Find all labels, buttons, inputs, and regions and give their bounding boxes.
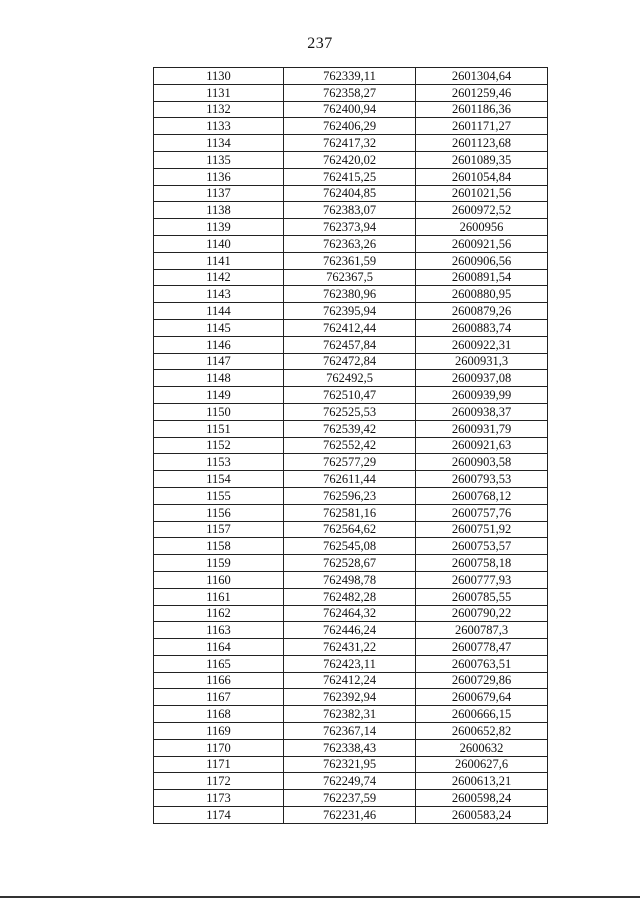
table-row	[154, 353, 548, 370]
table-row	[154, 202, 548, 219]
table-row	[154, 790, 548, 807]
point-number-cell: 1168	[154, 706, 284, 723]
table-row	[154, 68, 548, 85]
y-coordinate-cell: 2601123,68	[416, 135, 548, 152]
y-coordinate-cell: 2601054,84	[416, 168, 548, 185]
point-number-cell: 1151	[154, 420, 284, 437]
point-number-cell: 1162	[154, 605, 284, 622]
y-coordinate-cell: 2600652,82	[416, 723, 548, 740]
page-number: 237	[307, 35, 333, 52]
y-coordinate-cell: 2600939,99	[416, 387, 548, 404]
table-row	[154, 538, 548, 555]
y-coordinate-cell: 2601089,35	[416, 151, 548, 168]
y-coordinate-cell: 2600751,92	[416, 521, 548, 538]
x-coordinate-cell: 762392,94	[284, 689, 416, 706]
point-number-cell: 1149	[154, 387, 284, 404]
y-coordinate-cell: 2601171,27	[416, 118, 548, 135]
x-coordinate-cell: 762498,78	[284, 571, 416, 588]
table-row	[154, 605, 548, 622]
x-coordinate-cell: 762528,67	[284, 555, 416, 572]
point-number-cell: 1133	[154, 118, 284, 135]
x-coordinate-cell: 762383,07	[284, 202, 416, 219]
x-coordinate-cell: 762404,85	[284, 185, 416, 202]
y-coordinate-cell: 2600921,56	[416, 235, 548, 252]
point-number-cell: 1140	[154, 235, 284, 252]
x-coordinate-cell: 762510,47	[284, 387, 416, 404]
point-number-cell: 1138	[154, 202, 284, 219]
point-number-cell: 1141	[154, 252, 284, 269]
coordinates-table-body	[154, 68, 548, 824]
coordinates-table	[153, 67, 548, 824]
table-row	[154, 84, 548, 101]
table-row	[154, 135, 548, 152]
x-coordinate-cell: 762406,29	[284, 118, 416, 135]
y-coordinate-cell: 2600906,56	[416, 252, 548, 269]
table-row	[154, 571, 548, 588]
page-bottom-edge	[0, 896, 640, 898]
x-coordinate-cell: 762361,59	[284, 252, 416, 269]
point-number-cell: 1154	[154, 471, 284, 488]
y-coordinate-cell: 2600679,64	[416, 689, 548, 706]
y-coordinate-cell: 2600758,18	[416, 555, 548, 572]
x-coordinate-cell: 762363,26	[284, 235, 416, 252]
point-number-cell: 1172	[154, 773, 284, 790]
x-coordinate-cell: 762457,84	[284, 336, 416, 353]
point-number-cell: 1145	[154, 319, 284, 336]
y-coordinate-cell: 2600787,3	[416, 622, 548, 639]
point-number-cell: 1130	[154, 68, 284, 85]
y-coordinate-cell: 2600666,15	[416, 706, 548, 723]
point-number-cell: 1132	[154, 101, 284, 118]
y-coordinate-cell: 2600729,86	[416, 672, 548, 689]
point-number-cell: 1153	[154, 454, 284, 471]
table-row	[154, 639, 548, 656]
x-coordinate-cell: 762581,16	[284, 504, 416, 521]
table-row	[154, 269, 548, 286]
x-coordinate-cell: 762367,5	[284, 269, 416, 286]
x-coordinate-cell: 762464,32	[284, 605, 416, 622]
table-row	[154, 471, 548, 488]
table-row	[154, 118, 548, 135]
point-number-cell: 1159	[154, 555, 284, 572]
point-number-cell: 1169	[154, 723, 284, 740]
y-coordinate-cell: 2600598,24	[416, 790, 548, 807]
x-coordinate-cell: 762472,84	[284, 353, 416, 370]
point-number-cell: 1144	[154, 303, 284, 320]
y-coordinate-cell: 2601304,64	[416, 68, 548, 85]
y-coordinate-cell: 2600753,57	[416, 538, 548, 555]
table-row	[154, 252, 548, 269]
point-number-cell: 1164	[154, 639, 284, 656]
table-row	[154, 387, 548, 404]
table-row	[154, 185, 548, 202]
x-coordinate-cell: 762358,27	[284, 84, 416, 101]
y-coordinate-cell: 2600879,26	[416, 303, 548, 320]
x-coordinate-cell: 762382,31	[284, 706, 416, 723]
point-number-cell: 1135	[154, 151, 284, 168]
point-number-cell: 1134	[154, 135, 284, 152]
table-row	[154, 739, 548, 756]
table-row	[154, 420, 548, 437]
table-row	[154, 286, 548, 303]
table-row	[154, 168, 548, 185]
y-coordinate-cell: 2600778,47	[416, 639, 548, 656]
point-number-cell: 1167	[154, 689, 284, 706]
point-number-cell: 1158	[154, 538, 284, 555]
table-row	[154, 672, 548, 689]
y-coordinate-cell: 2600931,79	[416, 420, 548, 437]
table-row	[154, 723, 548, 740]
x-coordinate-cell: 762339,11	[284, 68, 416, 85]
table-row	[154, 370, 548, 387]
table-row	[154, 219, 548, 236]
table-row	[154, 101, 548, 118]
table-row	[154, 437, 548, 454]
y-coordinate-cell: 2600972,52	[416, 202, 548, 219]
x-coordinate-cell: 762492,5	[284, 370, 416, 387]
y-coordinate-cell: 2600903,58	[416, 454, 548, 471]
y-coordinate-cell: 2600785,55	[416, 588, 548, 605]
table-row	[154, 403, 548, 420]
point-number-cell: 1137	[154, 185, 284, 202]
y-coordinate-cell: 2600938,37	[416, 403, 548, 420]
table-row	[154, 454, 548, 471]
x-coordinate-cell: 762231,46	[284, 807, 416, 824]
x-coordinate-cell: 762237,59	[284, 790, 416, 807]
y-coordinate-cell: 2600763,51	[416, 655, 548, 672]
x-coordinate-cell: 762577,29	[284, 454, 416, 471]
x-coordinate-cell: 762446,24	[284, 622, 416, 639]
table-row	[154, 689, 548, 706]
y-coordinate-cell: 2600627,6	[416, 756, 548, 773]
y-coordinate-cell: 2600632	[416, 739, 548, 756]
y-coordinate-cell: 2600883,74	[416, 319, 548, 336]
table-row	[154, 487, 548, 504]
x-coordinate-cell: 762367,14	[284, 723, 416, 740]
table-row	[154, 336, 548, 353]
point-number-cell: 1146	[154, 336, 284, 353]
y-coordinate-cell: 2600922,31	[416, 336, 548, 353]
x-coordinate-cell: 762400,94	[284, 101, 416, 118]
x-coordinate-cell: 762373,94	[284, 219, 416, 236]
point-number-cell: 1163	[154, 622, 284, 639]
y-coordinate-cell: 2600777,93	[416, 571, 548, 588]
x-coordinate-cell: 762552,42	[284, 437, 416, 454]
point-number-cell: 1143	[154, 286, 284, 303]
point-number-cell: 1148	[154, 370, 284, 387]
point-number-cell: 1150	[154, 403, 284, 420]
point-number-cell: 1152	[154, 437, 284, 454]
x-coordinate-cell: 762525,53	[284, 403, 416, 420]
x-coordinate-cell: 762596,23	[284, 487, 416, 504]
point-number-cell: 1171	[154, 756, 284, 773]
y-coordinate-cell: 2600757,76	[416, 504, 548, 521]
x-coordinate-cell: 762545,08	[284, 538, 416, 555]
y-coordinate-cell: 2600613,21	[416, 773, 548, 790]
x-coordinate-cell: 762417,32	[284, 135, 416, 152]
x-coordinate-cell: 762420,02	[284, 151, 416, 168]
point-number-cell: 1174	[154, 807, 284, 824]
point-number-cell: 1142	[154, 269, 284, 286]
point-number-cell: 1139	[154, 219, 284, 236]
x-coordinate-cell: 762249,74	[284, 773, 416, 790]
table-row	[154, 756, 548, 773]
point-number-cell: 1147	[154, 353, 284, 370]
table-row	[154, 555, 548, 572]
x-coordinate-cell: 762611,44	[284, 471, 416, 488]
y-coordinate-cell: 2600880,95	[416, 286, 548, 303]
x-coordinate-cell: 762431,22	[284, 639, 416, 656]
table-row	[154, 706, 548, 723]
point-number-cell: 1131	[154, 84, 284, 101]
table-row	[154, 807, 548, 824]
y-coordinate-cell: 2601186,36	[416, 101, 548, 118]
point-number-cell: 1157	[154, 521, 284, 538]
y-coordinate-cell: 2600583,24	[416, 807, 548, 824]
point-number-cell: 1170	[154, 739, 284, 756]
point-number-cell: 1161	[154, 588, 284, 605]
point-number-cell: 1136	[154, 168, 284, 185]
x-coordinate-cell: 762423,11	[284, 655, 416, 672]
table-row	[154, 622, 548, 639]
table-row	[154, 773, 548, 790]
table-row	[154, 303, 548, 320]
table-row	[154, 655, 548, 672]
y-coordinate-cell: 2600956	[416, 219, 548, 236]
table-row	[154, 235, 548, 252]
point-number-cell: 1165	[154, 655, 284, 672]
x-coordinate-cell: 762412,24	[284, 672, 416, 689]
table-row	[154, 319, 548, 336]
table-row	[154, 588, 548, 605]
point-number-cell: 1166	[154, 672, 284, 689]
point-number-cell: 1155	[154, 487, 284, 504]
x-coordinate-cell: 762412,44	[284, 319, 416, 336]
y-coordinate-cell: 2601021,56	[416, 185, 548, 202]
x-coordinate-cell: 762539,42	[284, 420, 416, 437]
y-coordinate-cell: 2600790,22	[416, 605, 548, 622]
x-coordinate-cell: 762482,28	[284, 588, 416, 605]
point-number-cell: 1160	[154, 571, 284, 588]
point-number-cell: 1173	[154, 790, 284, 807]
x-coordinate-cell: 762338,43	[284, 739, 416, 756]
y-coordinate-cell: 2600937,08	[416, 370, 548, 387]
y-coordinate-cell: 2601259,46	[416, 84, 548, 101]
y-coordinate-cell: 2600768,12	[416, 487, 548, 504]
y-coordinate-cell: 2600891,54	[416, 269, 548, 286]
x-coordinate-cell: 762564,62	[284, 521, 416, 538]
y-coordinate-cell: 2600921,63	[416, 437, 548, 454]
table-row	[154, 151, 548, 168]
x-coordinate-cell: 762321,95	[284, 756, 416, 773]
table-row	[154, 521, 548, 538]
point-number-cell: 1156	[154, 504, 284, 521]
y-coordinate-cell: 2600931,3	[416, 353, 548, 370]
table-row	[154, 504, 548, 521]
x-coordinate-cell: 762415,25	[284, 168, 416, 185]
y-coordinate-cell: 2600793,53	[416, 471, 548, 488]
x-coordinate-cell: 762395,94	[284, 303, 416, 320]
x-coordinate-cell: 762380,96	[284, 286, 416, 303]
